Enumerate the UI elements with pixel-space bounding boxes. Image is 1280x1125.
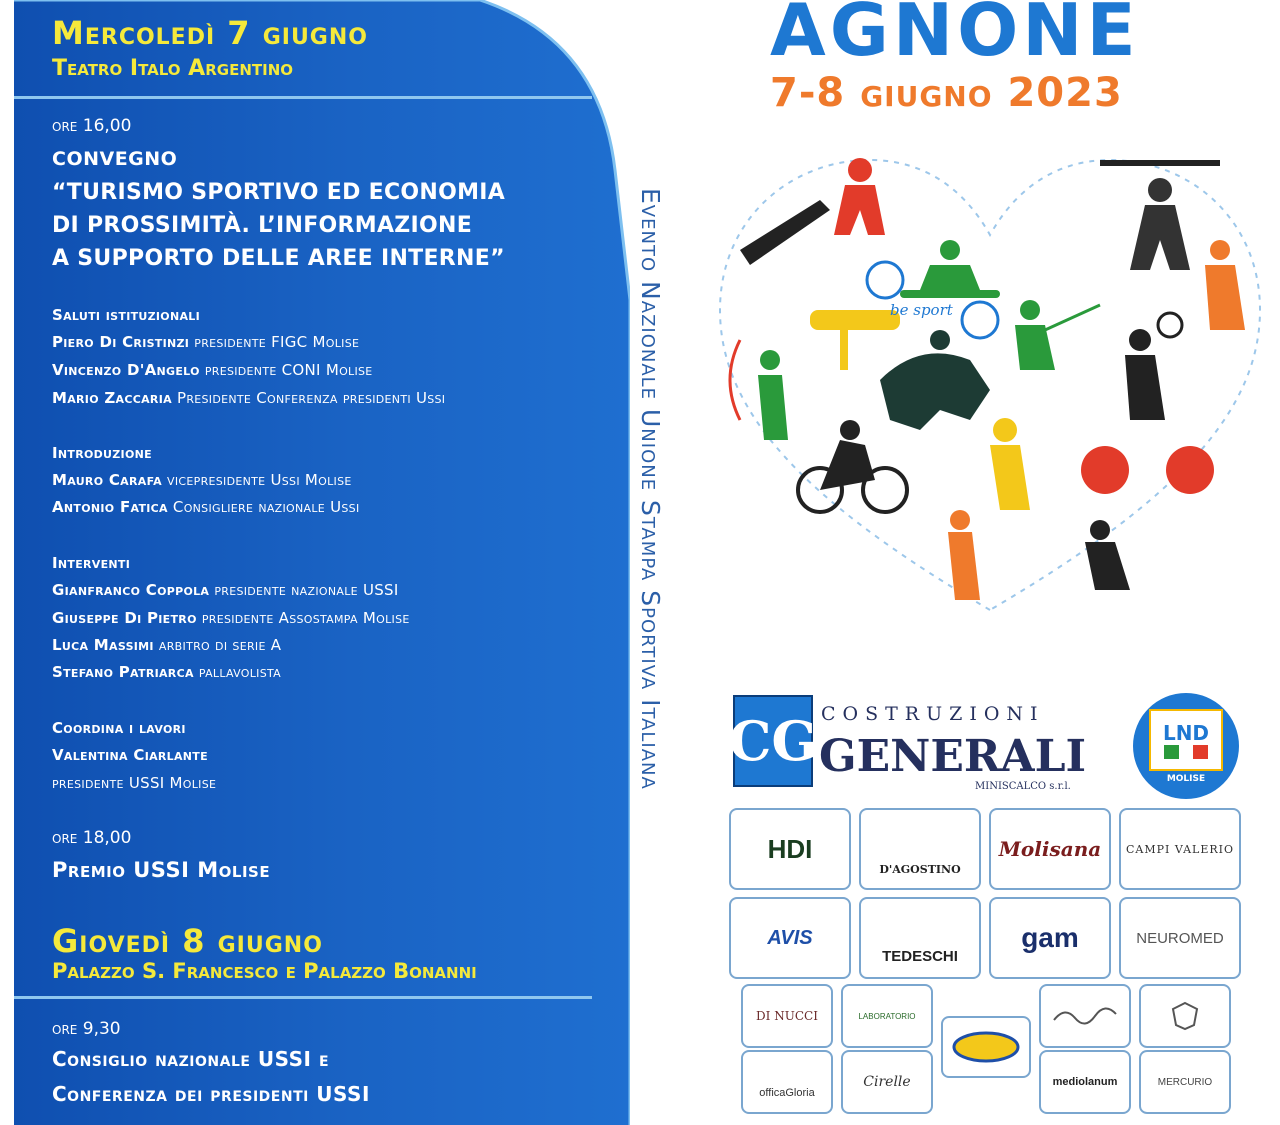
person-line [52,361,373,379]
sponsor-laboratorio [841,984,933,1048]
script-logo-icon [1050,1004,1120,1028]
sponsor-hdi [729,808,851,890]
sponsor-label: D'AGOSTINO [879,862,961,876]
sponsor-avis [729,897,851,979]
sprinter-icon [1085,520,1130,590]
person-role: presidente FIGC Molise [194,333,360,351]
coord-label: Coordina i lavori [52,719,186,737]
person-name: Vincenzo D'Angelo [52,361,200,379]
cg-logo-mark: CG [733,695,813,787]
sponsor-label: Cirelle [863,1074,911,1090]
vertical-event-title: Evento Nazionale Unione Stampa Sportiva Italiana [636,188,665,790]
cyclist-icon [798,420,907,512]
person-name: Stefano Patriarca [52,663,194,681]
person-name: Mauro Carafa [52,471,162,489]
day2-line1: Consiglio nazionale USSI e [52,1047,330,1071]
sponsor-label: DI NUCCI [756,1009,818,1023]
sponsor-label: gam [1021,922,1079,953]
session1-type: CONVEGNO [52,148,178,170]
hammer-thrower-icon [1205,240,1245,330]
oval-logo-icon [951,1029,1021,1065]
lnd-molise-logo [1133,693,1239,799]
person-line [52,636,281,654]
person-role: arbitro di serie A [158,636,282,654]
person-line [52,471,352,489]
sponsor-crest-logo [1139,984,1231,1048]
weightlifter-icon [1100,160,1220,270]
group-label: Introduzione [52,444,152,462]
lnd-region: MOLISE [1166,773,1206,784]
sponsor-label: officaGloria [759,1087,815,1099]
session2-time: ore 18,00 [52,828,132,848]
person-line [52,333,359,351]
session1-title [52,176,505,275]
sponsor-script-logo [1039,984,1131,1048]
sponsor-oval-logo [941,1016,1031,1078]
group-label: Interventi [52,554,131,572]
cg-top-text: COSTRUZIONI [821,703,1045,725]
person-name: Piero Di Cristinzi [52,333,190,351]
sponsor-label: AVIS [767,926,813,949]
session1-time: ore 16,00 [52,116,132,136]
horse-rider-icon [880,330,990,430]
person-line [52,609,410,627]
program-panel [0,0,630,1125]
bicycle-red-icon [1081,446,1214,494]
person-line [52,389,445,407]
gymnastics-horse-icon [810,310,900,370]
coord-name: Valentina Ciarlante [52,746,208,764]
sponsor-campi-valerio [1119,808,1241,890]
person-role: vicepresidente Ussi Molise [167,471,352,489]
heart-caption: be sport [890,301,953,319]
person-role: presidente Assostampa Molise [201,609,410,627]
person-role: presidente nazionale USSI [214,581,399,599]
coord-role: presidente USSI Molise [52,774,217,792]
sponsor-officagloria [741,1050,833,1114]
person-role: presidente CONI Molise [204,361,373,379]
day2-venue: Palazzo S. Francesco e Palazzo Bonanni [52,959,477,983]
lnd-shield [1149,709,1223,771]
sponsor-label: HDI [767,833,813,864]
basketball-player-icon [948,510,980,600]
group-label: Saluti istituzionali [52,306,200,324]
person-role: Consigliere nazionale Ussi [172,498,360,516]
person-line [52,581,399,599]
divider [14,996,592,999]
town-title: AGNONE [770,0,1140,72]
tennis-player-icon [1125,313,1182,420]
day1-venue: Teatro Italo Argentino [52,56,293,81]
fencer-icon [1015,300,1100,370]
day1-title: Mercoledì 7 giugno [52,14,368,52]
sponsor-label: MERCURIO [1157,1076,1213,1088]
day2-line2: Conferenza dei presidenti USSI [52,1082,370,1106]
italian-flag-icon [1164,745,1208,759]
person-line [52,663,281,681]
sponsor-gam [989,897,1111,979]
day2-time: ore 9,30 [52,1019,121,1039]
cg-name-text: GENERALI [819,731,1087,782]
session1-title-line: DI PROSSIMITÀ. L’INFORMAZIONE [52,213,473,238]
person-line [52,498,360,516]
sponsor-label: CAMPI VALERIO [1126,842,1234,856]
sponsor-dagostino [859,808,981,890]
cg-sub-text: MINISCALCO s.r.l. [975,781,1071,792]
kayak-icon [900,240,1000,298]
main-sponsor-logo [728,695,1093,795]
session2-title: Premio USSI Molise [52,858,271,882]
event-dates: 7-8 giugno 2023 [770,70,1123,116]
person-name: Giuseppe Di Pietro [52,609,197,627]
sponsor-label: mediolanum [1052,1076,1118,1088]
person-role: Presidente Conferenza presidenti Ussi [176,389,446,407]
sponsor-molisana [989,808,1111,890]
person-name: Gianfranco Coppola [52,581,210,599]
sponsor-neuromed [1119,897,1241,979]
sponsor-label: Molisana [998,837,1102,861]
day2-title: Giovedì 8 giugno [52,922,323,960]
sponsor-di-nucci [741,984,833,1048]
session1-title-line: A SUPPORTO DELLE AREE INTERNE” [52,246,505,271]
lnd-text: LND [1162,720,1210,745]
ski-jumper-icon [740,200,830,265]
runner-icon [990,418,1030,510]
crest-icon [1170,1001,1200,1031]
divider [14,96,592,99]
sponsor-label: NEUROMED [1136,929,1224,947]
sponsor-mediolanum [1039,1050,1131,1114]
sponsor-cirelle [841,1050,933,1114]
sponsor-tedeschi [859,897,981,979]
person-name: Mario Zaccaria [52,389,172,407]
person-name: Antonio Fatica [52,498,168,516]
sports-heart-illustration [700,140,1280,640]
sponsor-label: TEDESCHI [882,947,958,965]
person-role: pallavolista [198,663,281,681]
person-name: Luca Massimi [52,636,154,654]
sponsor-mercurio [1139,1050,1231,1114]
session1-title-line: “TURISMO SPORTIVO ED ECONOMIA [52,180,506,205]
sponsor-label: LABORATORIO [858,1011,916,1021]
athlete-icon [834,158,885,235]
